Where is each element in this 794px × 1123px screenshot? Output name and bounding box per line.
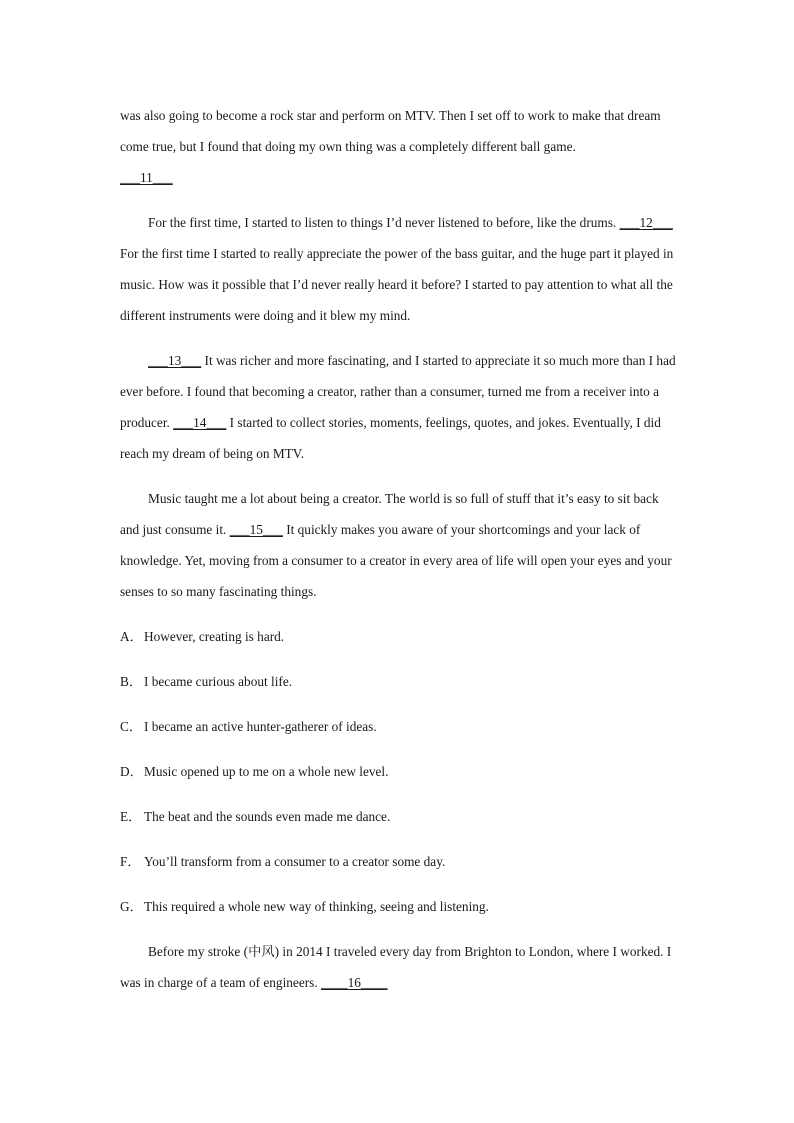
blank-12: ___12___ [619,215,673,230]
blank-11: ___11___ [120,170,173,185]
option-text: This required a whole new way of thinking, seeing and listening. [144,899,489,914]
paragraph-3-text-b: I started to collect stories, moments, feelings, quotes, and jokes. Eventually, I did reach my dream of being on MTV. [120,415,661,461]
option-letter: A． [120,629,143,644]
blank-15: ___15___ [229,522,283,537]
blank-14: ___14___ [173,415,227,430]
option-letter: D． [120,764,143,779]
paragraph-1 [120,100,680,193]
blank-16: ____16____ [320,975,388,990]
paragraph-4-text-a: Music taught me a lot about being a creator. The world is so full of stuff that it’s easy to sit back and just consume it. [120,491,659,537]
option-letter: F． [120,854,141,869]
option-text: Music opened up to me on a whole new level. [144,764,389,779]
option-b [120,666,680,697]
document-body [120,100,680,1012]
paragraph-1-text: was also going to become a rock star and perform on MTV. Then I set off to work to make that dream come true, but I found that doing my own thing was a completely different ball game. [120,108,661,154]
option-d [120,756,680,787]
paragraph-3-text-a: It was richer and more fascinating, and I started to appreciate it so much more than I had ever before. I found that becoming a creator, rather than a consumer, turned me from a receiver into a producer. [120,353,676,430]
paragraph-2 [120,207,680,331]
option-e [120,801,680,832]
paragraph-5-text: Before my stroke (中风) in 2014 I traveled every day from Brighton to London, where I worked. I was in charge of a team of engineers. [120,944,672,990]
option-f [120,846,680,877]
paragraph-4 [120,483,680,607]
option-letter: G． [120,899,143,914]
option-letter: C． [120,719,143,734]
option-text: However, creating is hard. [144,629,285,644]
option-text: You’ll transform from a consumer to a creator some day. [144,854,446,869]
paragraph-5 [120,936,680,998]
blank-13: ___13___ [148,353,202,368]
option-text: I became curious about life. [144,674,293,689]
paragraph-2-text-b: For the first time I started to really appreciate the power of the bass guitar, and the huge part it played in music. How was it possible that I’d never really heard it before? I started to pay attention to what all the different instruments were doing and it blew my mind. [120,246,674,323]
option-text: I became an active hunter-gatherer of ideas. [144,719,377,734]
option-letter: B． [120,674,143,689]
option-text: The beat and the sounds even made me dance. [144,809,391,824]
paragraph-3 [120,345,680,469]
options-list [120,621,680,922]
paragraph-4-text-b: It quickly makes you aware of your shortcomings and your lack of knowledge. Yet, moving from a consumer to a creator in every area of life will open your eyes and your senses to so many fascinating things. [120,522,672,599]
option-a [120,621,680,652]
paragraph-2-text-a: For the first time, I started to listen to things I’d never listened to before, like the drums. [148,215,617,230]
option-c [120,711,680,742]
option-g [120,891,680,922]
option-letter: E． [120,809,142,824]
